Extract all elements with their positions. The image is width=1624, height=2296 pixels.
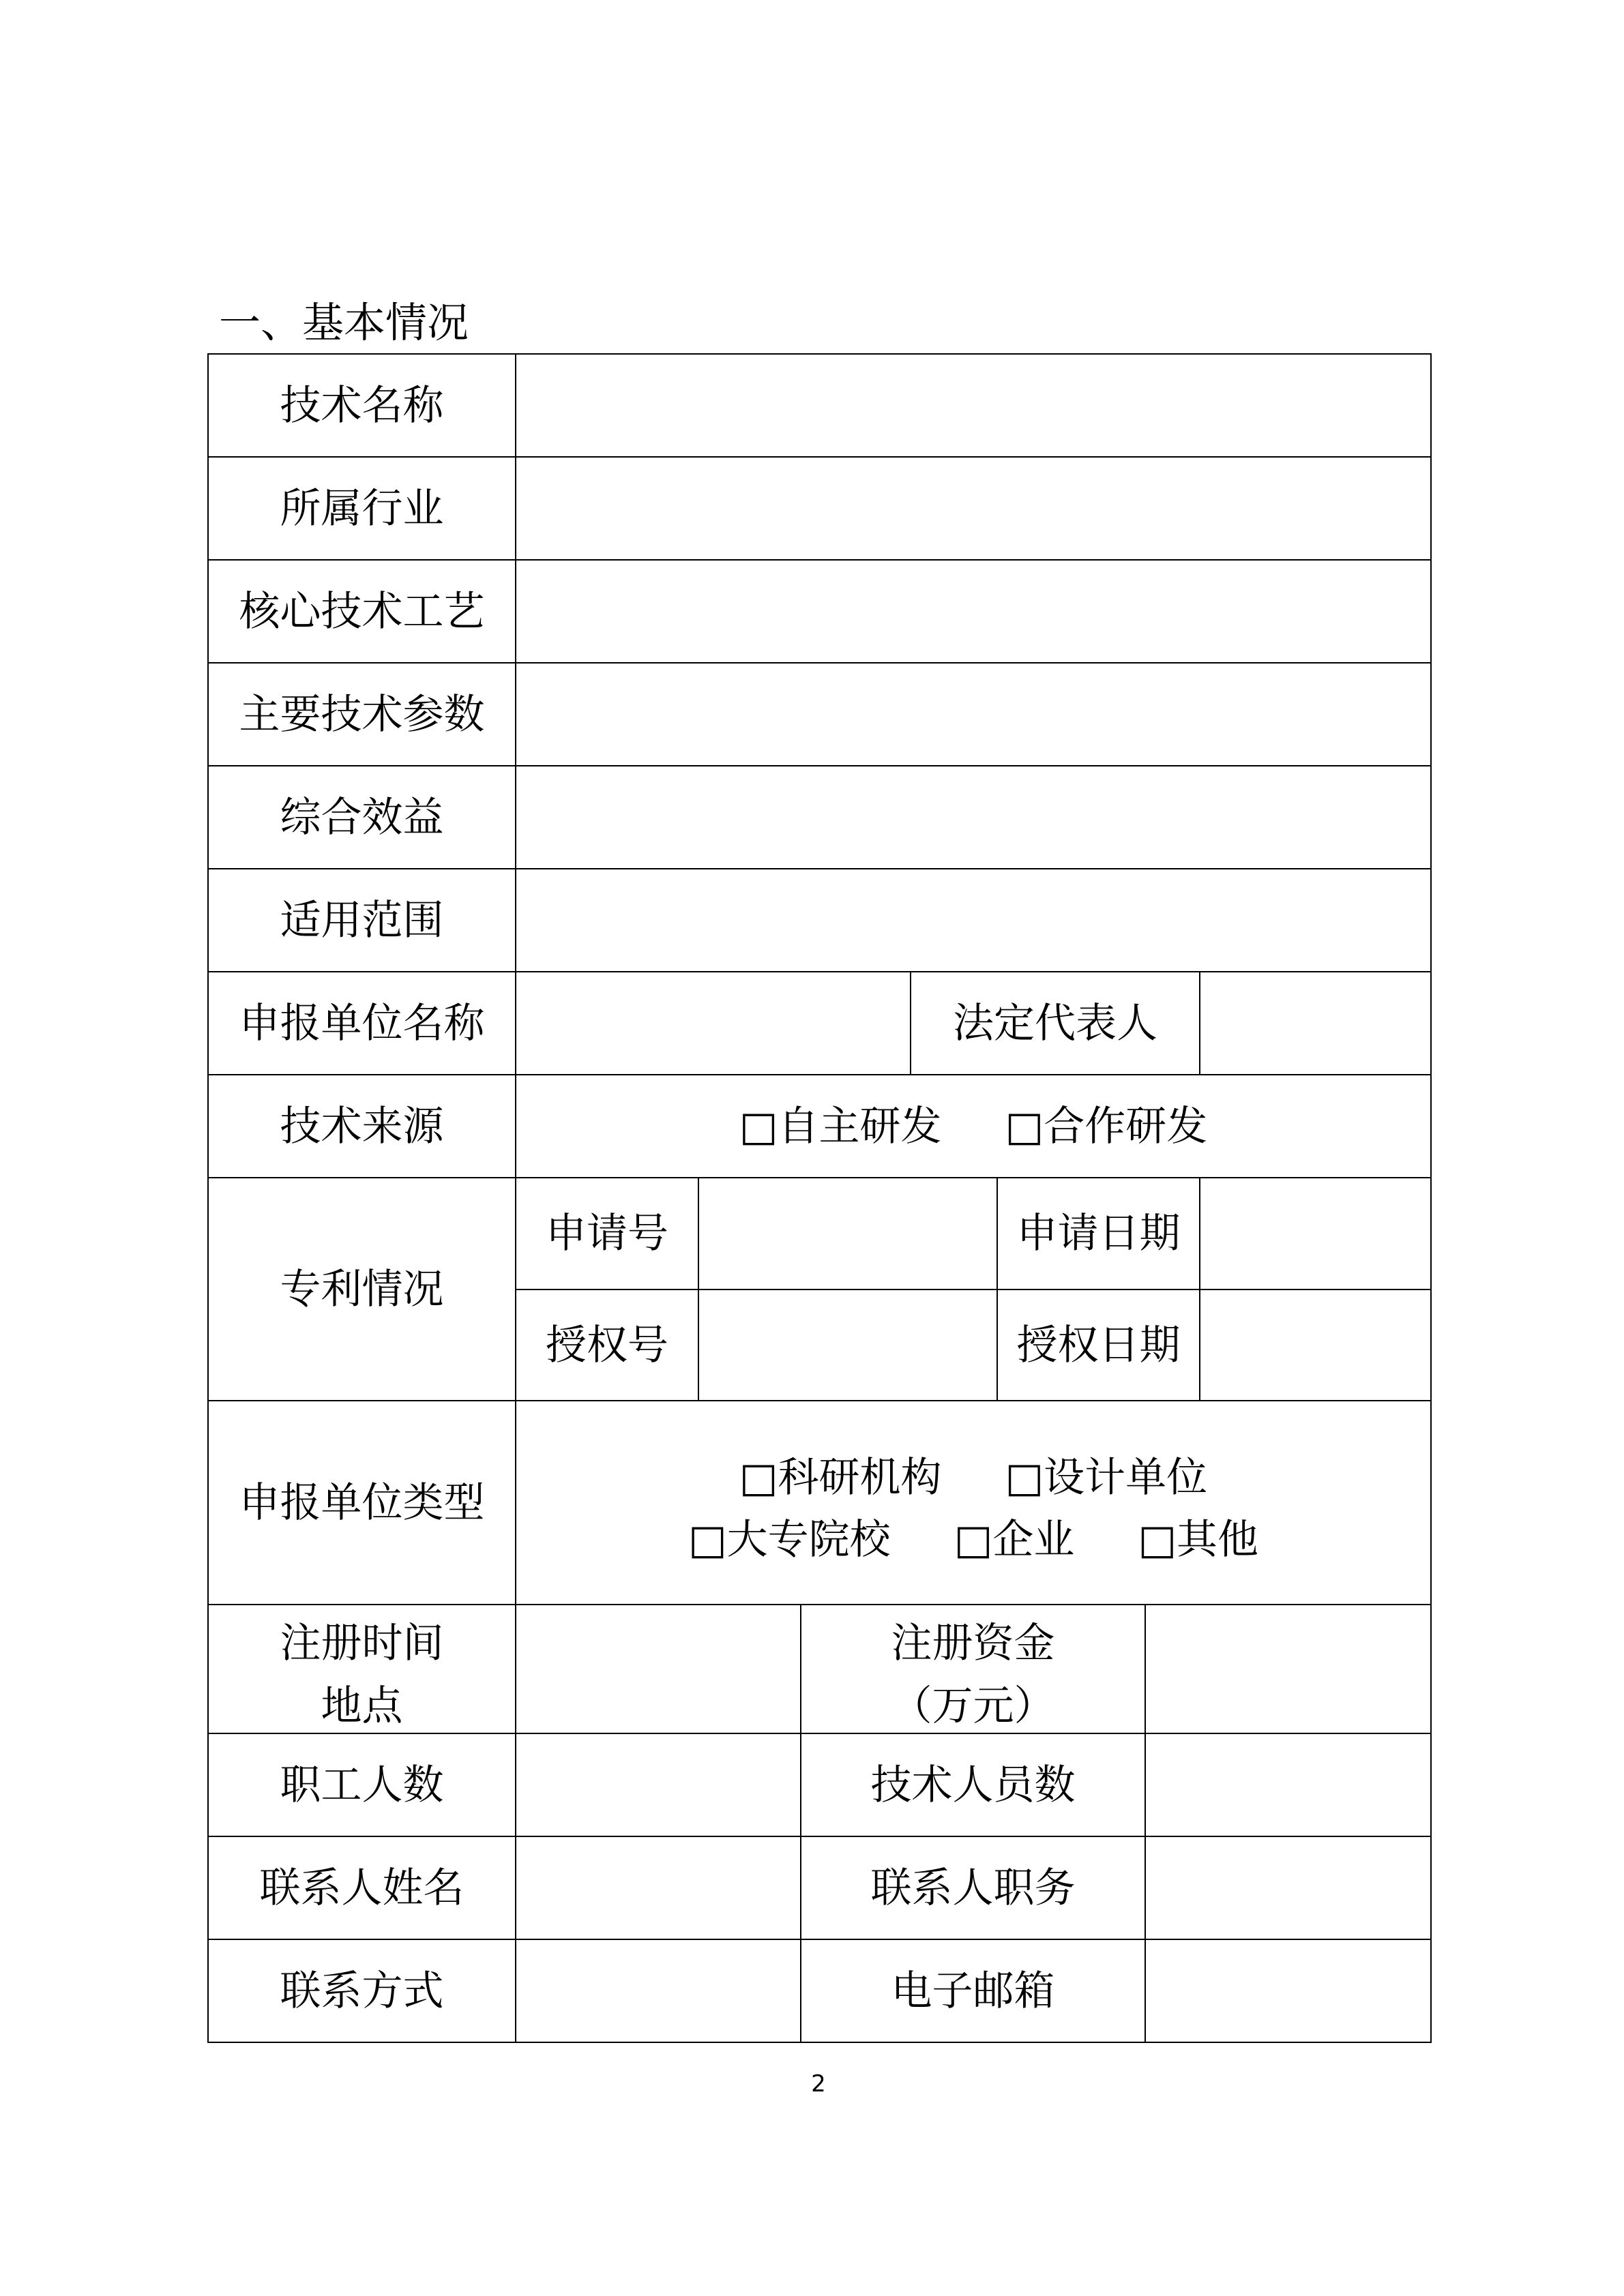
- registration-time-place-label-line: 地点: [321, 1682, 403, 1730]
- applicant-type-option-enterprise: □企业: [954, 1516, 1075, 1564]
- patent-application-date-label: 申请日期: [998, 1178, 1200, 1290]
- patent-grant-no-value: [699, 1290, 998, 1401]
- applicant-type-option-other: □其他: [1138, 1516, 1259, 1564]
- contact-name-label: 联系人姓名: [209, 1837, 516, 1940]
- registration-time-place-label: [209, 1605, 516, 1734]
- applicant-type-label: 申报单位类型: [209, 1401, 516, 1605]
- overall-benefits-value: [516, 766, 1432, 869]
- patent-grant-date-value: [1200, 1290, 1432, 1401]
- registration-time-place-label-line: 注册时间: [280, 1619, 444, 1667]
- tech-source-option-cooperative: □合作研发: [1005, 1102, 1208, 1150]
- email-label: 电子邮箱: [801, 1940, 1146, 2043]
- industry-label: 所属行业: [209, 458, 516, 561]
- applicant-name-label: 申报单位名称: [209, 972, 516, 1075]
- tech-source-label: 技术来源: [209, 1075, 516, 1178]
- contact-method-label: 联系方式: [209, 1940, 516, 2043]
- technical-staff-count-value: [1146, 1734, 1432, 1837]
- industry-value: [516, 458, 1432, 561]
- email-value: [1146, 1940, 1432, 2043]
- patent-application-date-value: [1200, 1178, 1432, 1290]
- staff-count-label: 职工人数: [209, 1734, 516, 1837]
- basic-info-table: [207, 353, 1432, 2043]
- tech-name-label: 技术名称: [209, 355, 516, 458]
- registered-capital-value: [1146, 1605, 1432, 1734]
- patent-grant-no-label: 授权号: [516, 1290, 699, 1401]
- staff-count-value: [516, 1734, 801, 1837]
- overall-benefits-label: 综合效益: [209, 766, 516, 869]
- registered-capital-label-line: 注册资金: [891, 1619, 1055, 1667]
- section-title: 一、基本情况: [219, 299, 469, 347]
- contact-name-value: [516, 1837, 801, 1940]
- applicant-type-option-research-institute: □科研机构: [739, 1454, 942, 1502]
- core-process-value: [516, 561, 1432, 664]
- applicant-type-options: [516, 1401, 1432, 1605]
- registered-capital-label: [801, 1605, 1146, 1734]
- contact-position-label: 联系人职务: [801, 1837, 1146, 1940]
- applicant-name-value: [516, 972, 911, 1075]
- patent-application-no-value: [699, 1178, 998, 1290]
- tech-source-option-independent: □自主研发: [739, 1102, 942, 1150]
- tech-source-options: [516, 1075, 1432, 1178]
- technical-staff-count-label: 技术人员数: [801, 1734, 1146, 1837]
- key-parameters-value: [516, 664, 1432, 766]
- core-process-label: 核心技术工艺: [209, 561, 516, 664]
- patent-grant-date-label: 授权日期: [998, 1290, 1200, 1401]
- tech-name-value: [516, 355, 1432, 458]
- page-number: 2: [811, 2070, 826, 2098]
- contact-position-value: [1146, 1837, 1432, 1940]
- patent-application-no-label: 申请号: [516, 1178, 699, 1290]
- patent-label: 专利情况: [209, 1178, 516, 1401]
- registration-time-place-value: [516, 1605, 801, 1734]
- registered-capital-label-line: （万元）: [891, 1682, 1055, 1730]
- legal-representative-label: 法定代表人: [911, 972, 1200, 1075]
- applicable-scope-label: 适用范围: [209, 869, 516, 972]
- key-parameters-label: 主要技术参数: [209, 664, 516, 766]
- applicant-type-option-university: □大专院校: [688, 1516, 891, 1564]
- contact-method-value: [516, 1940, 801, 2043]
- legal-representative-value: [1200, 972, 1432, 1075]
- applicable-scope-value: [516, 869, 1432, 972]
- applicant-type-option-design-unit: □设计单位: [1005, 1454, 1208, 1502]
